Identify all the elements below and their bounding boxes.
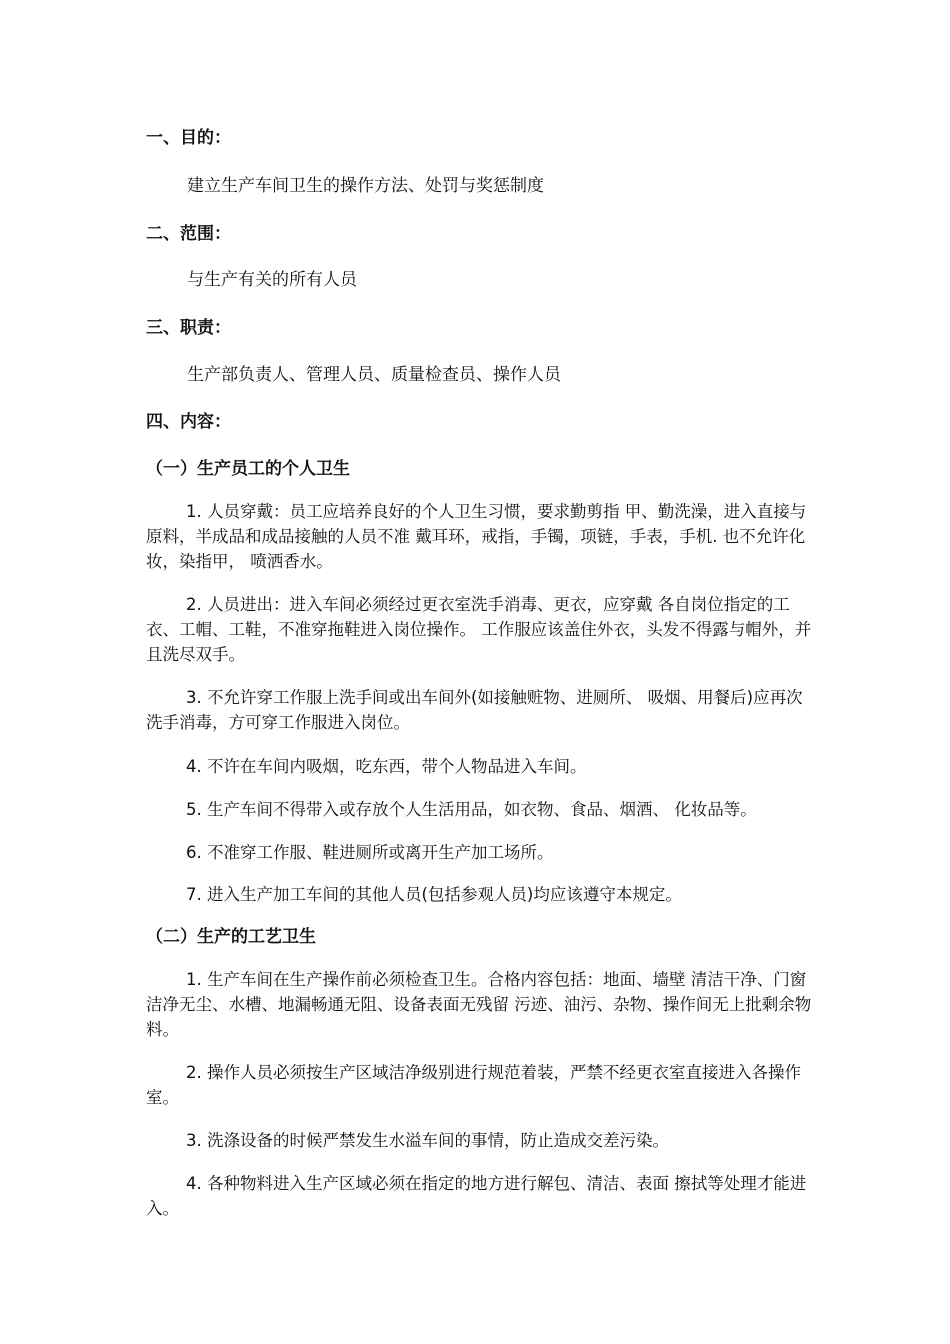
section-title-duty: 三、职责： xyxy=(146,318,231,338)
personal-hygiene-item-7: 7. 进入生产加工车间的其他人员(包括参观人员)均应该遵守本规定。 xyxy=(186,885,682,904)
process-hygiene-item-2: 2. 操作人员必须按生产区域洁净级别进行规范着装，严禁不经更衣室直接进入各操作室。 xyxy=(146,1063,801,1107)
personal-hygiene-item-5: 5. 生产车间不得带入或存放个人生活用品，如衣物、食品、烟酒、 化妆品等。 xyxy=(186,800,757,819)
process-hygiene-item-1: 1. 生产车间在生产操作前必须检查卫生。合格内容包括：地面、墙壁 清洁干净、门窗洁净无尘、水槽、地漏畅通无阻、设备表面无残留 污迹、油污、杂物、操作间无上批剩余物料。 xyxy=(146,970,812,1039)
personal-hygiene-item-6: 6. 不准穿工作服、鞋进厕所或离开生产加工场所。 xyxy=(186,843,554,862)
process-hygiene-item-4: 4. 各种物料进入生产区域必须在指定的地方进行解包、清洁、表面 擦拭等处理才能进入。 xyxy=(146,1174,807,1218)
section-title-purpose: 一、目的： xyxy=(146,128,231,148)
section-title-scope: 二、范围： xyxy=(146,224,231,244)
section-text-duty: 生产部负责人、管理人员、质量检查员、操作人员 xyxy=(187,365,561,385)
subsection-title-personal-hygiene: （一）生产员工的个人卫生 xyxy=(146,459,350,479)
subsection-title-process-hygiene: （二）生产的工艺卫生 xyxy=(146,927,316,947)
section-text-purpose: 建立生产车间卫生的操作方法、处罚与奖惩制度 xyxy=(187,176,544,196)
section-title-content: 四、内容： xyxy=(146,412,231,432)
section-text-scope: 与生产有关的所有人员 xyxy=(187,270,357,290)
personal-hygiene-item-2: 2. 人员进出：进入车间必须经过更衣室洗手消毒、更衣，应穿戴 各自岗位指定的工衣、工帽、工鞋，不准穿拖鞋进入岗位操作。 工作服应该盖住外衣，头发不得露与帽外，并且洗尽双手。 xyxy=(146,595,812,664)
personal-hygiene-item-3: 3. 不允许穿工作服上洗手间或出车间外(如接触赃物、进厕所、 吸烟、用餐后)应再次洗手消毒，方可穿工作服进入岗位。 xyxy=(146,688,803,732)
personal-hygiene-item-1: 1. 人员穿戴：员工应培养良好的个人卫生习惯，要求勤剪指 甲、勤洗澡，进入直接与原料，半成品和成品接触的人员不准 戴耳环，戒指，手镯，项链，手表，手机. 也不允许化妆，染指甲， 喷洒香水。 xyxy=(146,502,807,571)
process-hygiene-item-3: 3. 洗涤设备的时候严禁发生水溢车间的事情，防止造成交差污染。 xyxy=(186,1131,669,1150)
personal-hygiene-item-4: 4. 不许在车间内吸烟，吃东西，带个人物品进入车间。 xyxy=(186,757,587,776)
